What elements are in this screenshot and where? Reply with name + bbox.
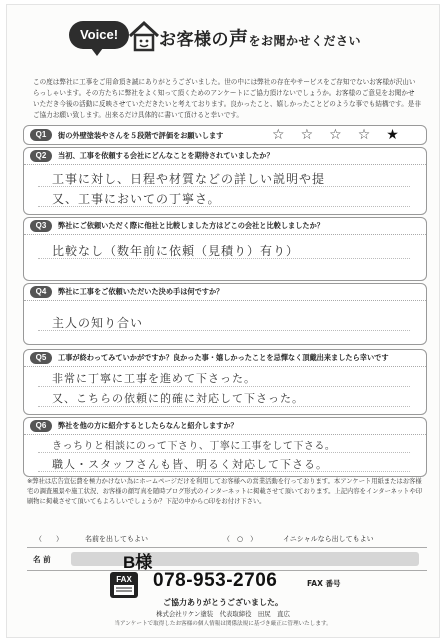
question-3 <box>23 217 427 281</box>
question-text: 弊社を他の方に紹介するとしたらなんと紹介しますか？ <box>58 421 238 430</box>
question-label: Q5 <box>30 352 52 364</box>
company-name: 株式会社リケン塗装 代表取締役 田尻 直広 <box>156 610 290 618</box>
publication-note: ※弊社は広告宣伝費を極力かけない為にホームページだけを利用してお客様への営業活動を行っております。本アンケート用紙またはお客様宅の調査風景や施工状況、お客様の顔写真を随時ブログ形式のインターネットに掲載させて頂いております。上記内容をインターネットや印刷物に掲載させて頂いてもよろしいでしょうか？下記の中から○印をお付け下さい。 <box>27 478 423 505</box>
question-text: 弊社にご依頼いただく際に他社と比較しました方はどこの会社と比較しましたか？ <box>58 221 324 230</box>
question-text: 街の外壁塗装やさんを５段階で評価をお願いします <box>58 131 224 140</box>
consent-options <box>27 533 427 547</box>
answer-line-1: 非常に丁寧に工事を進めて下さった。 <box>52 372 256 385</box>
answer-line-1: きっちりと相談にのって下さり、丁寧に工事をして下さる。 <box>52 441 336 452</box>
consent-mark-initial: （ ○ ） <box>223 535 258 543</box>
answer-line-2: 職人・スタッフさんも皆、明るく対応して下さる。 <box>52 458 328 471</box>
customer-name: B様 <box>123 553 153 572</box>
rating-stars <box>272 127 415 143</box>
consent-option-name: 名前を出してもよい <box>85 535 148 543</box>
house-icon <box>127 19 161 53</box>
question-text: 工事が終わってみていかがですか？良かった事・嬉しかったことを忌憚なく頂戴出来ましたら幸いです <box>58 353 389 362</box>
question-4 <box>23 283 427 345</box>
fax-number: 078-953-2706 <box>153 570 278 591</box>
question-label: Q4 <box>30 286 52 298</box>
star-icon: ☆ <box>300 127 330 143</box>
answer-line-1: 工事に対し、日程や材質などの詳しい説明や提 <box>52 172 326 186</box>
consent-mark-name: （ ） <box>35 535 63 543</box>
star-filled-icon: ★ <box>386 127 415 143</box>
name-row <box>27 547 427 571</box>
question-label: Q6 <box>30 420 52 432</box>
star-icon: ☆ <box>329 127 358 143</box>
question-label: Q1 <box>30 129 52 141</box>
fax-label: FAX 番号 <box>307 579 341 588</box>
question-5 <box>23 349 427 415</box>
header <box>7 11 439 71</box>
star-icon: ☆ <box>357 127 387 143</box>
svg-text:FAX: FAX <box>116 575 132 584</box>
name-label: 名 前 <box>33 555 51 564</box>
answer-line-2: 又、こちらの依頼に的確に対応して下さった。 <box>52 392 304 405</box>
star-icon: ☆ <box>272 127 301 143</box>
page-title: お客様の声をお聞かせください <box>159 28 362 50</box>
consent-option-initial: イニシャルなら出してもよい <box>283 535 374 543</box>
question-2 <box>23 147 427 215</box>
fax-icon <box>109 571 139 599</box>
survey-sheet <box>6 4 440 638</box>
privacy-note: 当アンケートで取得したお客様の個人情報は関係法規に基づき厳正に管理いたします。 <box>114 621 332 627</box>
answer-line-1: 主人の知り合い <box>52 316 144 330</box>
question-label: Q2 <box>30 150 52 162</box>
answer-line-1: 比較なし（数年前に依頼（見積り）有り） <box>52 244 300 258</box>
question-6 <box>23 417 427 477</box>
question-text: 弊社に工事をご依頼いただいた決め手は何ですか？ <box>58 287 224 296</box>
question-label: Q3 <box>30 220 52 232</box>
voice-badge: Voice! <box>69 21 129 49</box>
question-text: 当初、工事を依頼する会社にどんなことを期待されていましたか？ <box>58 151 274 160</box>
thanks-text: ご協力ありがとうございました。 <box>163 598 283 607</box>
question-1 <box>23 125 427 145</box>
intro-text: この度は弊社に工事をご用命頂き誠にありがとうございました。世の中には弊社の存在やサービスをご存知でないお客様が沢山いらっしゃいます。その方たちに弊社をよく知って頂くためのアンケートにご協力頂けないでしょうか。お客様のご意見をお聞かせいただき今後の活動に反映させていただきたいと考えております。良かったこと、嬉しかったことどのような事でも結構です。是非ご協力お願い致します。出来るだけ具体的に書いて頂けると幸いです。 <box>33 78 421 119</box>
answer-line-2: 又、工事においての丁寧さ。 <box>52 192 221 206</box>
